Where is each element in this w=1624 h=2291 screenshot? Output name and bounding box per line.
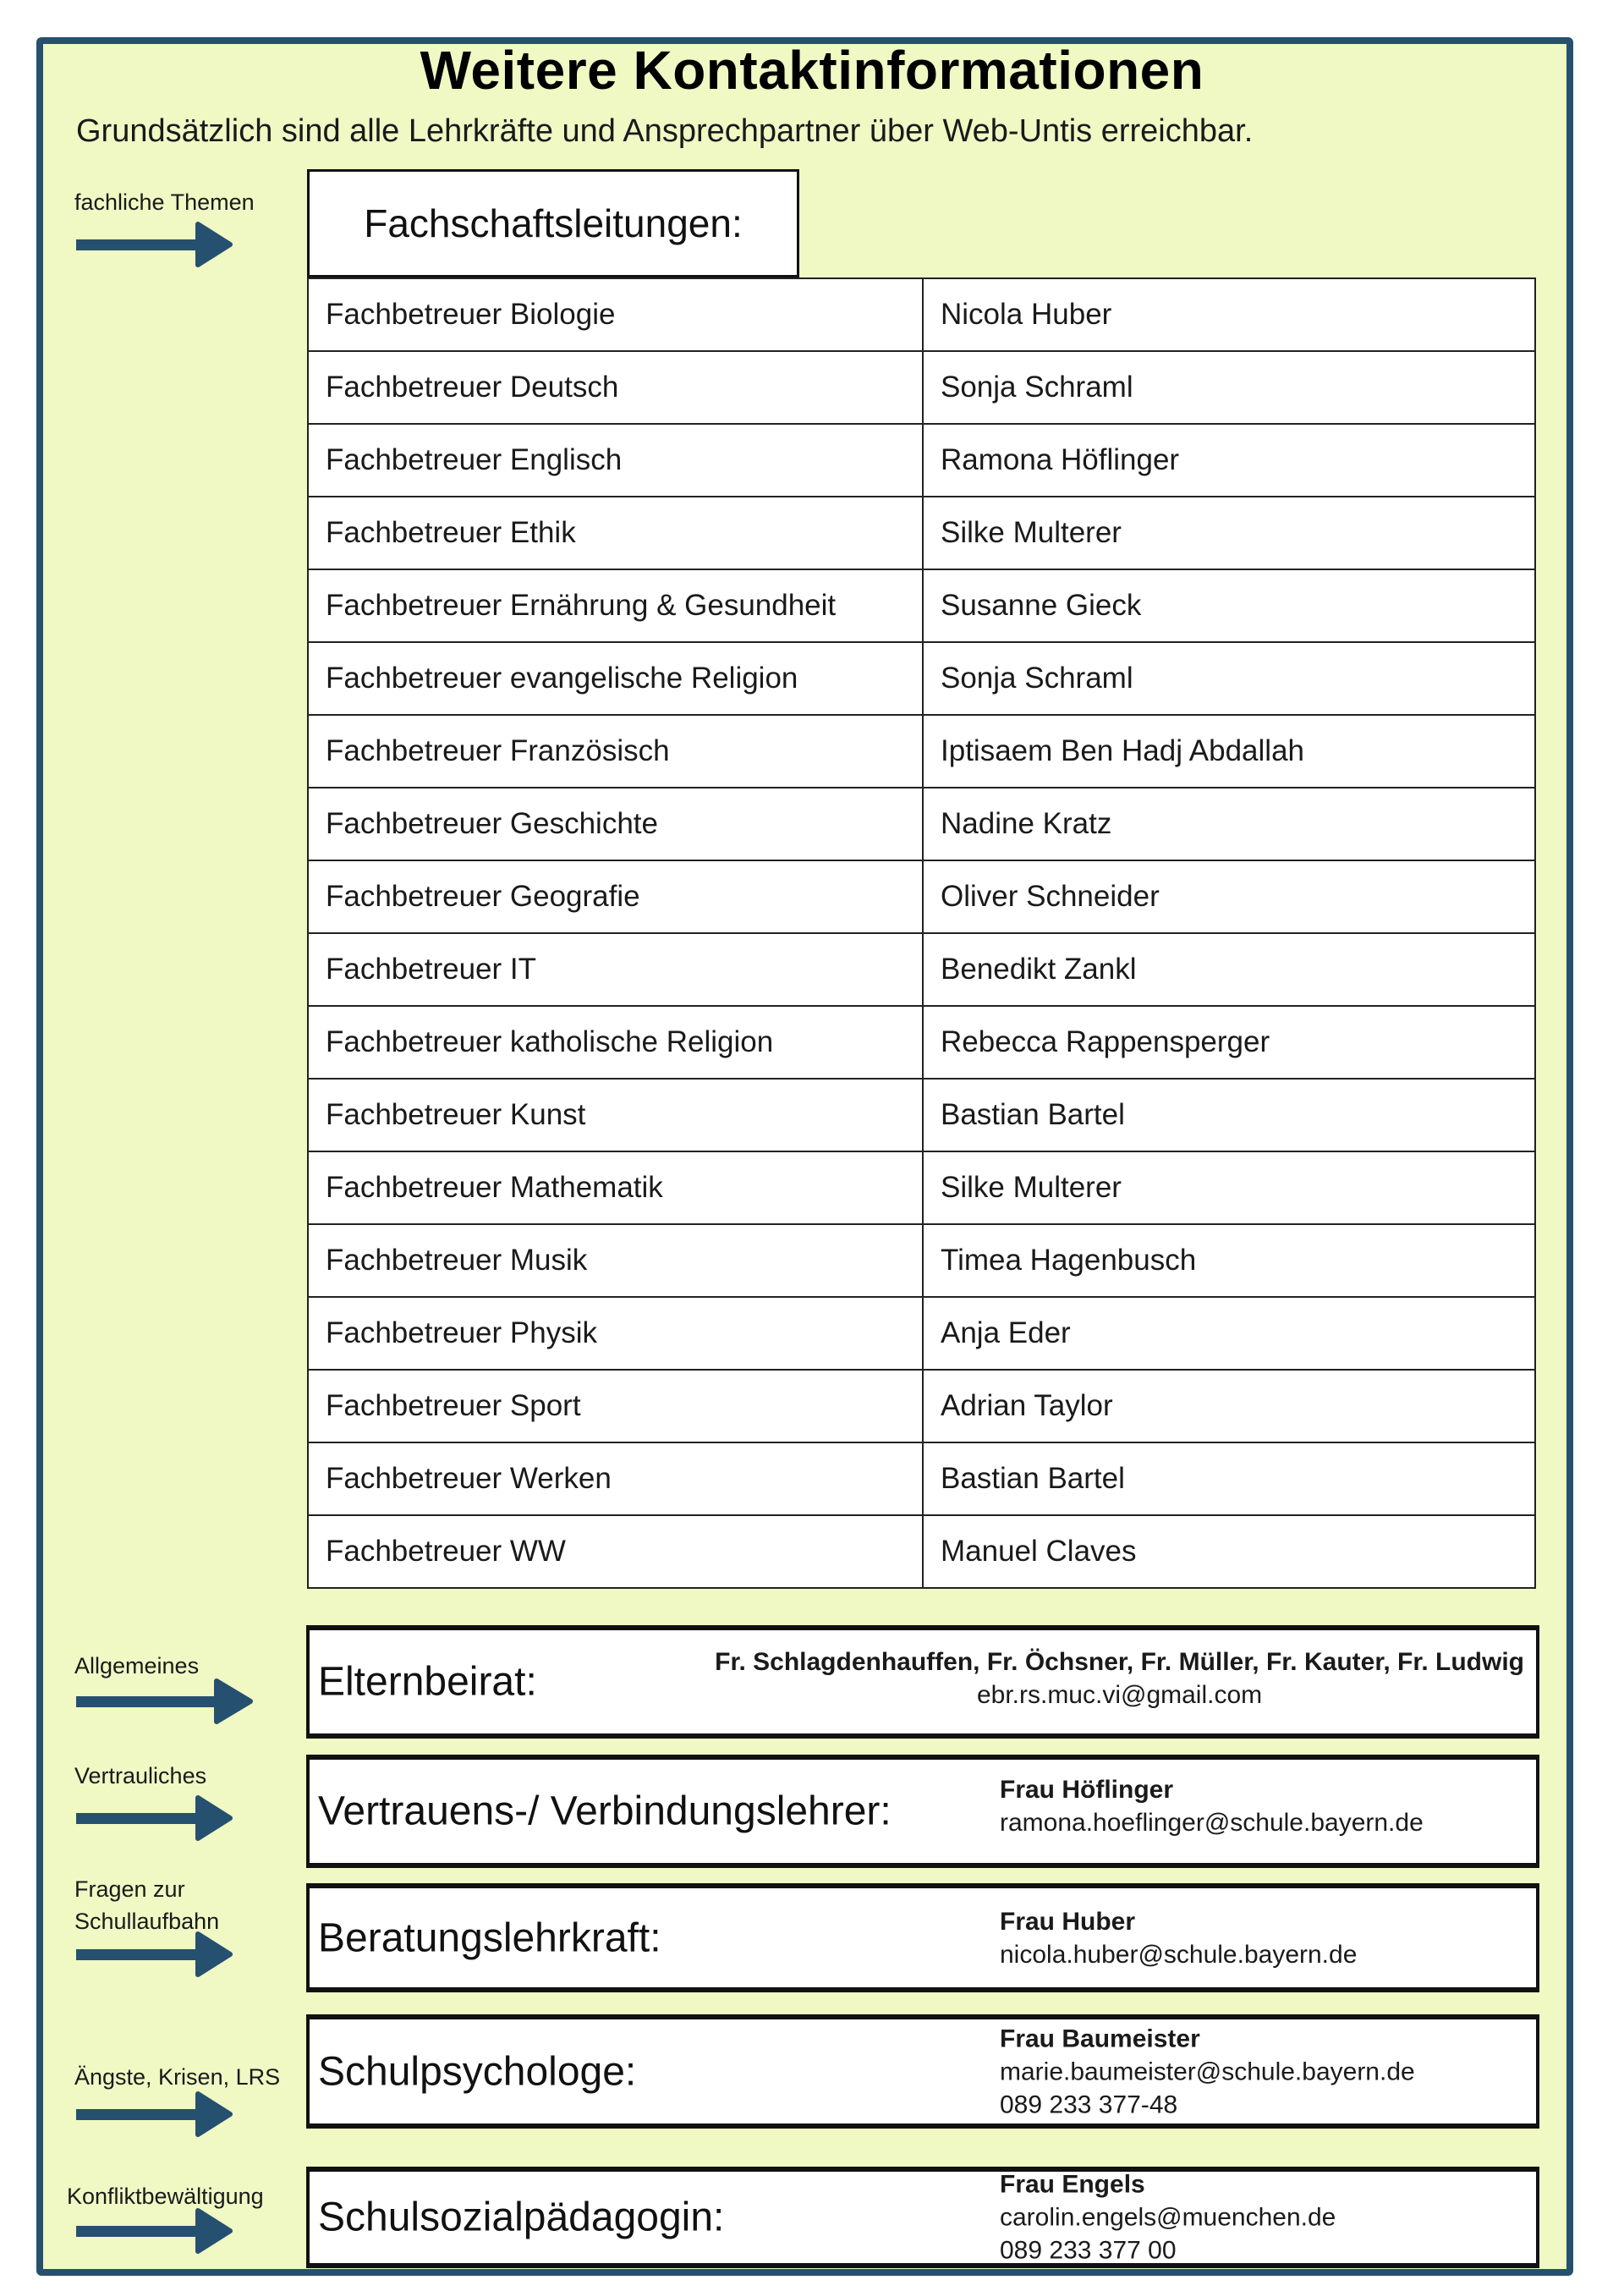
- person-cell: Timea Hagenbusch: [923, 1224, 1535, 1297]
- schulpsychologe-box: [306, 2014, 1539, 2129]
- person-cell: Nicola Huber: [923, 278, 1535, 351]
- side-label-fachliche-themen: fachliche Themen: [74, 190, 255, 215]
- person-cell: Anja Eder: [923, 1297, 1535, 1370]
- subject-cell: Fachbetreuer evangelische Religion: [308, 642, 923, 715]
- side-label-line: Fragen zur: [74, 1876, 185, 1902]
- side-label-line: Schullaufbahn: [74, 1909, 220, 1934]
- schulpsychologe-name: Frau Baumeister: [1000, 2025, 1200, 2052]
- table-row: [308, 1297, 1535, 1370]
- page-subtitle: Grundsätzlich sind alle Lehrkräfte und Ansprechpartner über Web-Untis erreichbar.: [76, 113, 1254, 149]
- schulsozialpaedagogin-email[interactable]: carolin.engels@muenchen.de: [1000, 2203, 1336, 2232]
- beratungslehrkraft-label: Beratungslehrkraft:: [318, 1915, 661, 1960]
- arrow-right-icon: [74, 1929, 235, 1980]
- vertrauenslehrer-contact: [1000, 1773, 1424, 1839]
- elternbeirat-names: Fr. Schlagdenhauffen, Fr. Öchsner, Fr. Müller, Fr. Kauter, Fr. Ludwig: [715, 1648, 1524, 1677]
- vertrauenslehrer-box: [306, 1755, 1539, 1868]
- subject-cell: Fachbetreuer Ethik: [308, 497, 923, 569]
- schulsozialpaedagogin-box: [306, 2167, 1539, 2268]
- table-row: [308, 569, 1535, 642]
- person-cell: Iptisaem Ben Hadj Abdallah: [923, 715, 1535, 788]
- elternbeirat-label: Elternbeirat:: [318, 1659, 537, 1705]
- side-label-konfliktbewaeltigung: Konfliktbewältigung: [67, 2184, 264, 2209]
- table-row: [308, 278, 1535, 351]
- person-cell: Ramona Höflinger: [923, 424, 1535, 497]
- person-cell: Sonja Schraml: [923, 351, 1535, 424]
- vertrauenslehrer-label: Vertrauens-/ Verbindungslehrer:: [318, 1788, 892, 1834]
- schulsozialpaedagogin-label: Schulsozialpädagogin:: [318, 2195, 725, 2240]
- schulsozialpaedagogin-name: Frau Engels: [1000, 2170, 1145, 2199]
- schulpsychologe-phone: 089 233 377-48: [1000, 2090, 1178, 2118]
- table-row: [308, 788, 1535, 860]
- table-row: [308, 497, 1535, 569]
- schulpsychologe-email[interactable]: marie.baumeister@schule.bayern.de: [1000, 2058, 1415, 2085]
- schulsozialpaedagogin-contact: [1000, 2168, 1336, 2267]
- subject-cell: Fachbetreuer Geografie: [308, 860, 923, 933]
- person-cell: Nadine Kratz: [923, 788, 1535, 860]
- subject-cell: Fachbetreuer Geschichte: [308, 788, 923, 860]
- arrow-right-icon: [74, 1676, 256, 1727]
- subject-cell: Fachbetreuer katholische Religion: [308, 1006, 923, 1079]
- person-cell: Sonja Schraml: [923, 642, 1535, 715]
- person-cell: Susanne Gieck: [923, 569, 1535, 642]
- page-title: Weitere Kontaktinformationen: [420, 40, 1204, 101]
- person-cell: Oliver Schneider: [923, 860, 1535, 933]
- subject-cell: Fachbetreuer Musik: [308, 1224, 923, 1297]
- table-row: [308, 1515, 1535, 1588]
- subject-cell: Fachbetreuer Ernährung & Gesundheit: [308, 569, 923, 642]
- subject-cell: Fachbetreuer Biologie: [308, 278, 923, 351]
- subject-cell: Fachbetreuer Kunst: [308, 1079, 923, 1151]
- person-cell: Silke Multerer: [923, 497, 1535, 569]
- schulpsychologe-contact: [1000, 2022, 1415, 2121]
- table-row: [308, 1151, 1535, 1224]
- beratungslehrkraft-box: [306, 1883, 1539, 1992]
- schulsozialpaedagogin-phone: 089 233 377 00: [1000, 2236, 1177, 2265]
- beratungslehrkraft-contact: [1000, 1905, 1357, 1971]
- person-cell: Manuel Claves: [923, 1515, 1535, 1588]
- table-row: [308, 933, 1535, 1006]
- schulpsychologe-label: Schulpsychologe:: [318, 2049, 637, 2094]
- table-row: [308, 1370, 1535, 1442]
- person-cell: Benedikt Zankl: [923, 933, 1535, 1006]
- table-row: [308, 1006, 1535, 1079]
- table-row: [308, 1224, 1535, 1297]
- subject-cell: Fachbetreuer Werken: [308, 1442, 923, 1515]
- arrow-right-icon: [74, 219, 235, 270]
- person-cell: Bastian Bartel: [923, 1079, 1535, 1151]
- subject-cell: Fachbetreuer Mathematik: [308, 1151, 923, 1224]
- arrow-right-icon: [74, 1793, 235, 1843]
- person-cell: Silke Multerer: [923, 1151, 1535, 1224]
- table-row: [308, 715, 1535, 788]
- subject-cell: Fachbetreuer Physik: [308, 1297, 923, 1370]
- subject-cell: Fachbetreuer WW: [308, 1515, 923, 1588]
- fachschaft-table: [307, 277, 1536, 1589]
- side-label-allgemeines: Allgemeines: [74, 1653, 200, 1678]
- elternbeirat-box: [306, 1625, 1539, 1739]
- side-label-vertrauliches: Vertrauliches: [74, 1763, 207, 1788]
- table-row: [308, 351, 1535, 424]
- vertrauenslehrer-name: Frau Höflinger: [1000, 1775, 1174, 1804]
- subject-cell: Fachbetreuer Sport: [308, 1370, 923, 1442]
- side-label-aengste-krisen-lrs: Ängste, Krisen, LRS: [74, 2064, 281, 2090]
- elternbeirat-contact: [715, 1645, 1524, 1711]
- person-cell: Bastian Bartel: [923, 1442, 1535, 1515]
- table-row: [308, 860, 1535, 933]
- subject-cell: Fachbetreuer Deutsch: [308, 351, 923, 424]
- arrow-right-icon: [74, 2206, 235, 2256]
- vertrauenslehrer-email[interactable]: ramona.hoeflinger@schule.bayern.de: [1000, 1808, 1424, 1837]
- table-row: [308, 424, 1535, 497]
- subject-cell: Fachbetreuer Englisch: [308, 424, 923, 497]
- subject-cell: Fachbetreuer IT: [308, 933, 923, 1006]
- table-row: [308, 642, 1535, 715]
- side-label-fragen-zur-schullaufbahn: [74, 1873, 219, 1937]
- table-row: [308, 1079, 1535, 1151]
- person-cell: Rebecca Rappensperger: [923, 1006, 1535, 1079]
- beratungslehrkraft-name: Frau Huber: [1000, 1907, 1136, 1936]
- subject-cell: Fachbetreuer Französisch: [308, 715, 923, 788]
- beratungslehrkraft-email[interactable]: nicola.huber@schule.bayern.de: [1000, 1940, 1358, 1969]
- person-cell: Adrian Taylor: [923, 1370, 1535, 1442]
- fachschaft-heading: Fachschaftsleitungen:: [307, 169, 799, 277]
- arrow-right-icon: [74, 2089, 235, 2140]
- table-row: [308, 1442, 1535, 1515]
- elternbeirat-email[interactable]: ebr.rs.muc.vi@gmail.com: [976, 1681, 1263, 1710]
